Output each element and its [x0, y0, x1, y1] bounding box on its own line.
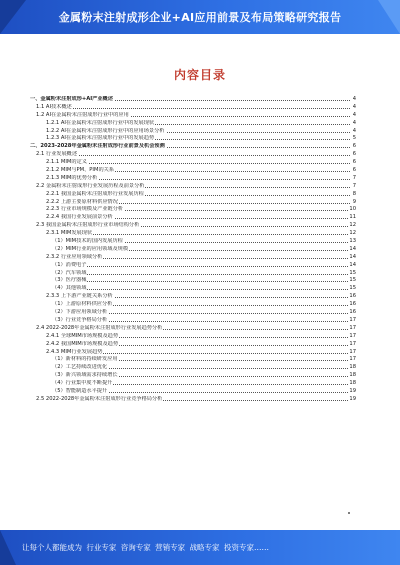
toc-entry-page: 18: [349, 364, 356, 371]
toc-entry-title: （3）医疗器械: [52, 277, 87, 284]
toc-entry-page: 15: [349, 285, 356, 292]
toc-entry-page: 13: [349, 238, 356, 245]
toc-entry[interactable]: [30, 112, 356, 120]
toc-entry[interactable]: [30, 230, 356, 238]
toc-entry-page: 10: [349, 206, 356, 213]
toc-entry[interactable]: [30, 372, 356, 380]
toc-entry[interactable]: [30, 309, 356, 317]
toc-entry-page: 14: [349, 261, 356, 268]
toc-entry[interactable]: [30, 206, 356, 214]
toc-entry-page: 9: [352, 198, 356, 205]
toc-entry[interactable]: [30, 380, 356, 388]
toc-entry-page: 5: [352, 135, 356, 142]
toc-entry-title: （5）智能制造水平提升: [52, 387, 108, 394]
toc-entry-title: 2.3.3 上下游产业链关系分析: [46, 293, 113, 300]
toc-title: 内容目录: [173, 68, 226, 82]
report-title: 金属粉末注射成形企业+AI应用前景及布局策略研究报告: [58, 11, 342, 24]
toc-entry-page: 15: [349, 277, 356, 284]
toc-entry-title: 2.2.4 我国行业发展前景分析: [46, 214, 113, 221]
toc-leader-dots: [52, 289, 350, 290]
footer-lead: 让每个人都能成为: [22, 543, 82, 552]
toc-entry-title: 1.2.3 AI在金属粉末注射成形行业中的发展趋势: [46, 135, 155, 142]
table-of-contents: [30, 96, 356, 404]
toc-entry-page: 4: [352, 119, 356, 126]
toc-entry-title: 2.4.1 全球MIM市场规模及趋势: [46, 332, 119, 339]
toc-entry-title: （1）上游原材料供应分析: [52, 301, 113, 308]
toc-entry-title: （2）下游应用领域分析: [52, 309, 108, 316]
footer-banner: [0, 530, 400, 565]
toc-entry[interactable]: [30, 167, 356, 175]
toc-entry-title: 2.1.1 MIM的定义: [46, 159, 87, 166]
toc-entry-title: （2）工艺持续改进优化: [52, 364, 108, 371]
toc-entry-title: （1）新材料的持续研发应用: [52, 356, 118, 363]
toc-leader-dots: [52, 274, 350, 275]
toc-entry-page: 18: [349, 380, 356, 387]
toc-entry-page: 6: [352, 167, 356, 174]
toc-entry-page: 12: [349, 230, 356, 237]
toc-entry[interactable]: [30, 285, 356, 293]
footer-tag: 行业专家: [86, 543, 117, 552]
toc-entry[interactable]: [30, 120, 356, 128]
toc-entry-title: 2.4 2022-2028年金属粉末注射成形行业发展趋势分析: [36, 324, 163, 331]
toc-entry-title: 1.1 AI技术概述: [36, 103, 72, 110]
toc-entry[interactable]: [30, 317, 356, 325]
toc-entry[interactable]: [30, 214, 356, 222]
toc-entry[interactable]: [30, 396, 356, 404]
toc-entry-title: 一、金属粉末注射成形+AI产业概述: [30, 96, 113, 102]
toc-entry-title: （4）行业集中度不断提升: [52, 380, 113, 387]
toc-entry-page: 17: [349, 316, 356, 323]
toc-entry-title: 1.2.1 AI在金属粉末注射成形行业中的发展现状: [46, 119, 155, 126]
toc-entry[interactable]: [30, 175, 356, 183]
toc-entry-page: 17: [349, 356, 356, 363]
toc-entry-page: 17: [349, 348, 356, 355]
footer-tag: 投资专家……: [223, 543, 269, 552]
toc-entry-page: 4: [352, 127, 356, 134]
toc-entry[interactable]: [30, 364, 356, 372]
toc-entry[interactable]: [30, 270, 356, 278]
toc-entry[interactable]: [30, 301, 356, 309]
toc-entry[interactable]: [30, 333, 356, 341]
toc-entry-page: 6: [352, 143, 356, 150]
footer-corner-decoration: [0, 530, 16, 565]
footer-tag: 营销专家: [155, 543, 186, 552]
toc-entry-title: 2.4.3 MIM行业发展趋势: [46, 348, 103, 355]
toc-entry-page: 4: [352, 96, 356, 102]
toc-leader-dots: [36, 108, 350, 109]
toc-entry-title: （3）行业竞争格局分析: [52, 316, 108, 323]
toc-entry[interactable]: [30, 222, 356, 230]
toc-entry-title: 2.1.2 MIM与PM、PIM的关系: [46, 167, 115, 174]
toc-entry-title: 2.3 我国金属粉末注射成形行业市场结构分析: [36, 222, 140, 229]
toc-entry[interactable]: [30, 191, 356, 199]
toc-entry-page: 4: [352, 103, 356, 110]
toc-leader-dots: [36, 155, 350, 156]
toc-entry-title: 2.4.2 我国MIM市场规模及趋势: [46, 340, 119, 347]
toc-leader-dots: [52, 281, 350, 282]
toc-entry-title: （1）MIM技术的国内发展历程: [52, 238, 123, 245]
toc-entry[interactable]: [30, 183, 356, 191]
toc-entry-page: 8: [352, 190, 356, 197]
toc-entry-title: 2.1 行业发展概述: [36, 151, 78, 158]
toc-entry-title: 1.2 AI在金属粉末注射成形行业中的应用: [36, 111, 129, 118]
toc-entry[interactable]: [30, 96, 356, 104]
toc-entry[interactable]: [30, 199, 356, 207]
toc-entry-page: 17: [349, 340, 356, 347]
toc-entry[interactable]: [30, 277, 356, 285]
toc-entry-title: 二、2023-2028年金属粉末注射成形行业前景及机会预测: [30, 143, 165, 150]
toc-entry-page: 14: [349, 253, 356, 260]
toc-entry-page: 16: [349, 301, 356, 308]
toc-entry[interactable]: [30, 135, 356, 143]
toc-entry[interactable]: [30, 151, 356, 159]
toc-entry-page: 11: [349, 214, 356, 221]
toc-entry[interactable]: [30, 262, 356, 270]
toc-entry-page: 6: [352, 151, 356, 158]
toc-entry[interactable]: [30, 143, 356, 151]
toc-entry-title: （2）MIM行业的应用领域及规模: [52, 245, 129, 252]
toc-entry-page: 14: [349, 245, 356, 252]
toc-entry-page: 19: [349, 387, 356, 394]
toc-entry[interactable]: [30, 349, 356, 357]
toc-entry[interactable]: [30, 325, 356, 333]
toc-entry[interactable]: [30, 159, 356, 167]
toc-entry[interactable]: [30, 356, 356, 364]
toc-entry-page: 7: [352, 182, 356, 189]
toc-entry-title: 2.1.3 MIM的优势分析: [46, 174, 98, 181]
toc-entry-title: 2.5 2022-2028年金属粉末注射成形行业竞争格局分析: [36, 395, 163, 402]
toc-entry[interactable]: [30, 128, 356, 136]
toc-entry-title: 2.2 金属粉末注射成形行业发展历程及前景分析: [36, 182, 145, 189]
toc-entry-title: （2）汽车领域: [52, 269, 87, 276]
toc-entry-page: 12: [349, 222, 356, 229]
toc-leader-dots: [52, 266, 350, 267]
toc-entry-title: 2.3.1 MIM发展现状: [46, 230, 93, 237]
toc-entry-page: 17: [349, 332, 356, 339]
header-banner: [0, 0, 400, 34]
toc-entry-page: 19: [349, 395, 356, 402]
toc-entry[interactable]: [30, 388, 356, 396]
toc-entry[interactable]: [30, 293, 356, 301]
toc-entry-page: 18: [349, 372, 356, 379]
footer-slogan: [22, 542, 271, 553]
toc-entry[interactable]: [30, 246, 356, 254]
toc-entry-title: 2.2.3 行业市场规模及产业链分析: [46, 206, 124, 213]
toc-entry-page: 16: [349, 309, 356, 316]
toc-entry[interactable]: [30, 341, 356, 349]
toc-leader-dots: [46, 163, 350, 164]
toc-entry[interactable]: [30, 104, 356, 112]
footer-tag: 咨询专家: [120, 543, 151, 552]
toc-entry-title: 2.3.2 行业应用领域分析: [46, 253, 103, 260]
toc-entry-title: 2.2.1 我国金属粉末注射成形行业发展历程: [46, 190, 144, 197]
toc-entry-page: 15: [349, 269, 356, 276]
toc-entry-page: 4: [352, 111, 356, 118]
toc-entry-page: 6: [352, 159, 356, 166]
toc-entry-title: （3）新兴领域需求持续增长: [52, 372, 118, 379]
toc-entry-title: （4）其他领域: [52, 285, 87, 292]
toc-entry-title: （1）消费电子: [52, 261, 87, 268]
toc-entry[interactable]: [30, 254, 356, 262]
footer-tag: 战略专家: [189, 543, 220, 552]
toc-entry-page: 16: [349, 293, 356, 300]
toc-entry-page: 7: [352, 174, 356, 181]
page-marker: [348, 512, 350, 514]
toc-entry-title: 1.2.2 AI在金属粉末注射成形行业中的应用场景分析: [46, 127, 165, 134]
toc-entry[interactable]: [30, 238, 356, 246]
toc-entry-title: 2.2.2 上游主要原材料供应情况: [46, 198, 118, 205]
toc-entry-page: 17: [349, 324, 356, 331]
